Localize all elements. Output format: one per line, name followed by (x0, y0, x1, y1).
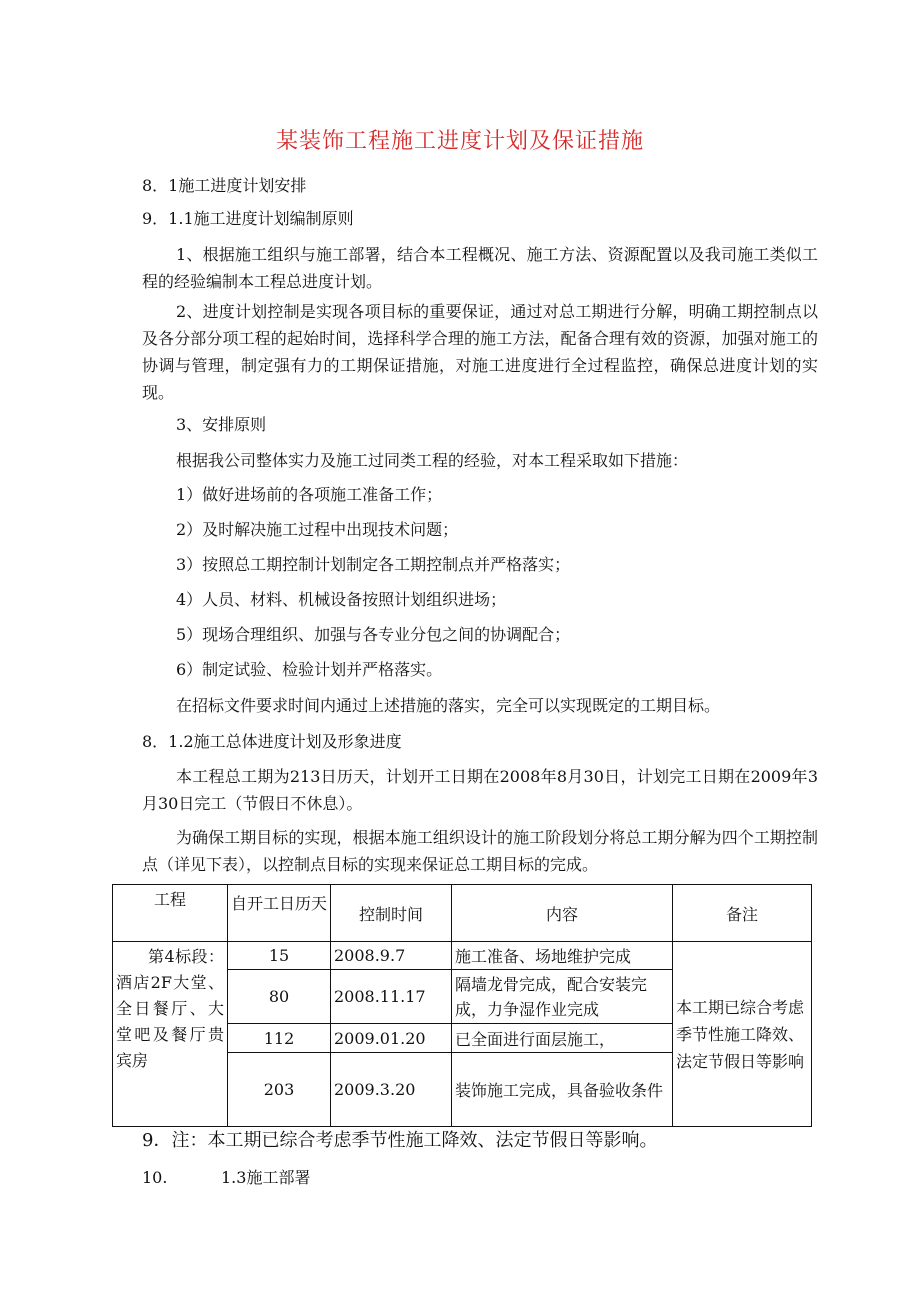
measure-item: 3）按照总工期控制计划制定各工期控制点并严格落实； (176, 555, 571, 574)
project-cell (113, 942, 228, 1127)
content-cell: 隔墙龙骨完成，配合安装完成，力争湿作业完成 (452, 970, 673, 1024)
note-cell (673, 942, 812, 1127)
document-title: 某装饰工程施工进度计划及保证措施 (275, 129, 644, 154)
paragraph-principle-2: 2、进度计划控制是实现各项目标的重要保证，通过对总工期进行分解，明确工期控制点以及各分部分项工程的起始时间，选择科学合理的施工方法，配备合理有效的资源，加强对施工的协调与管理，制定强有力的工期保证措施，对施工进度进行全过程监控，确保总进度计划的实现。 (142, 302, 818, 402)
measure-item: 6）制定试验、检验计划并严格落实。 (176, 660, 443, 679)
measure-item: 2）及时解决施工过程中出现技术问题； (176, 520, 459, 539)
header-control-time: 控制时间 (331, 885, 452, 942)
paragraph-conclusion: 在招标文件要求时间内通过上述措施的落实，完全可以实现既定的工期目标。 (176, 696, 721, 715)
section-heading-8-1-2: 8．1.2施工总体进度计划及形象进度 (142, 732, 402, 751)
time-cell: 2008.11.17 (331, 970, 452, 1024)
table-row (113, 942, 812, 970)
paragraph-total-duration: 本工程总工期为213日历天，计划开工日期在2008年8月30日，计划完工日期在2009年3月30日完工（节假日不休息）。 (142, 767, 818, 813)
schedule-table (112, 884, 812, 1127)
paragraph-measures-intro: 根据我公司整体实力及施工过同类工程的经验，对本工程采取如下措施： (176, 451, 689, 470)
project-name: 第4标段：酒店2F大堂、全日餐厅、大堂吧及餐厅贵宾房 (116, 947, 224, 1070)
section-heading-8-1: 8．1施工进度计划安排 (142, 176, 307, 195)
section-number-10: 10. (142, 1168, 168, 1187)
days-cell: 80 (228, 970, 331, 1024)
content-cell: 施工准备、场地维护完成 (452, 942, 673, 970)
table-header-row (113, 885, 812, 942)
header-content: 内容 (452, 885, 673, 942)
note-text: 本工期已综合考虑季节性施工降效、法定节假日等影响 (676, 997, 805, 1071)
paragraph-milestones-intro: 为确保工期目标的实现，根据本施工组织设计的施工阶段划分将总工期分解为四个工期控制点（详见下表），以控制点目标的实现来保证总工期目标的完成。 (142, 828, 818, 874)
measure-item: 1）做好进场前的各项施工准备工作； (176, 485, 443, 504)
header-note: 备注 (673, 885, 812, 942)
footnote: 9．注：本工期已综合考虑季节性施工降效、法定节假日等影响。 (142, 1130, 658, 1151)
days-cell: 15 (228, 942, 331, 970)
days-cell: 203 (228, 1053, 331, 1127)
paragraph-principle-3: 3、安排原则 (176, 415, 267, 434)
measure-item: 5）现场合理组织、加强与各专业分包之间的协调配合； (176, 625, 571, 644)
section-heading-9-1-1: 9．1.1施工进度计划编制原则 (142, 209, 354, 228)
header-days: 自开工日历天 (228, 885, 331, 942)
measure-item: 4）人员、材料、机械设备按照计划组织进场； (176, 590, 507, 609)
time-cell: 2009.3.20 (331, 1053, 452, 1127)
days-cell: 112 (228, 1024, 331, 1053)
content-cell: 装饰施工完成，具备验收条件 (452, 1053, 673, 1127)
header-project: 工程 (113, 885, 228, 942)
content-cell: 已全面进行面层施工， (452, 1024, 673, 1053)
time-cell: 2008.9.7 (331, 942, 452, 970)
section-heading-1-3: 1.3施工部署 (221, 1168, 311, 1187)
time-cell: 2009.01.20 (331, 1024, 452, 1053)
paragraph-principle-1: 1、根据施工组织与施工部署，结合本工程概况、施工方法、资源配置以及我司施工类似工程的经验编制本工程总进度计划。 (142, 245, 818, 291)
